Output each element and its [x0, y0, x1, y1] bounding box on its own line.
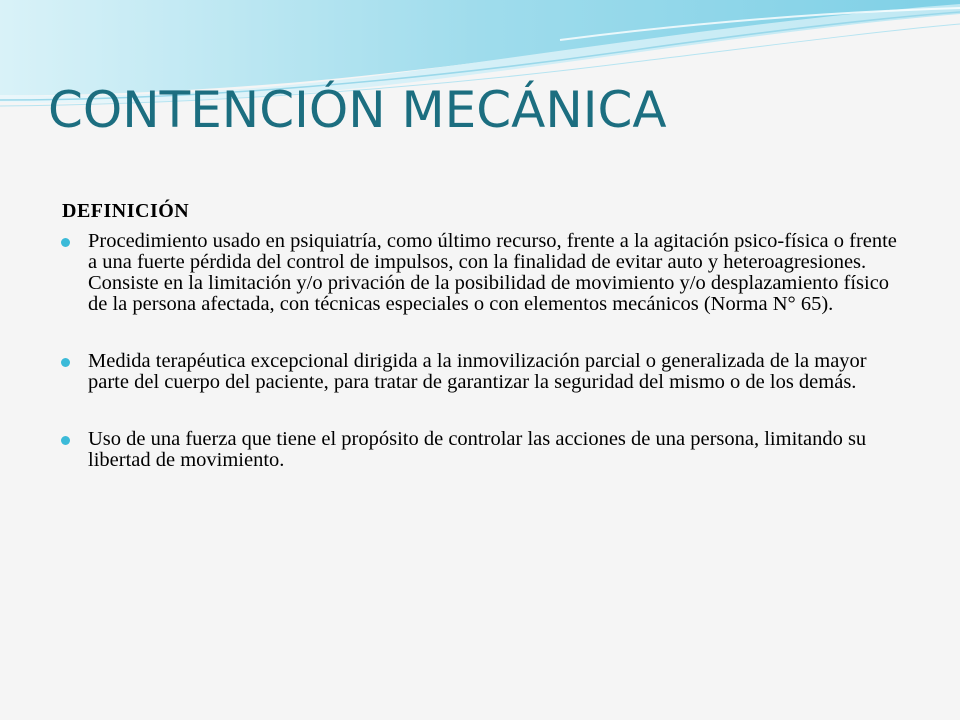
bullet-dot-icon — [61, 238, 70, 247]
bullet-text: Procedimiento usado en psiquiatría, como último recurso, frente a la agitación psico-física o frente a una fuerte pérdida del control de impulsos, con la finalidad de evitar auto y heteroagresiones. Consiste en la limitación y/o privación de la posibilidad de movimiento y/o desplazamiento físico de la persona afectada, con técnicas especiales o con elementos mecánicos (Norma N° 65). — [88, 230, 897, 315]
page-title: CONTENCIÓN MECÁNICA — [48, 81, 667, 139]
bullet-text: Uso de una fuerza que tiene el propósito de controlar las acciones de una persona, limitando su libertad de movimiento. — [88, 428, 867, 471]
bullet-dot-icon — [61, 436, 70, 445]
slide-content — [60, 200, 900, 507]
bullet-text: Medida terapéutica excepcional dirigida a la inmovilización parcial o generalizada de la mayor parte del cuerpo del paciente, para tratar de garantizar la seguridad del mismo o de los demás. — [88, 350, 867, 393]
bullet-item — [60, 231, 900, 315]
bullet-list — [60, 231, 900, 471]
bullet-item — [60, 429, 900, 471]
bullet-dot-icon — [61, 358, 70, 367]
section-heading: DEFINICIÓN — [62, 200, 190, 222]
bullet-item — [60, 351, 900, 393]
